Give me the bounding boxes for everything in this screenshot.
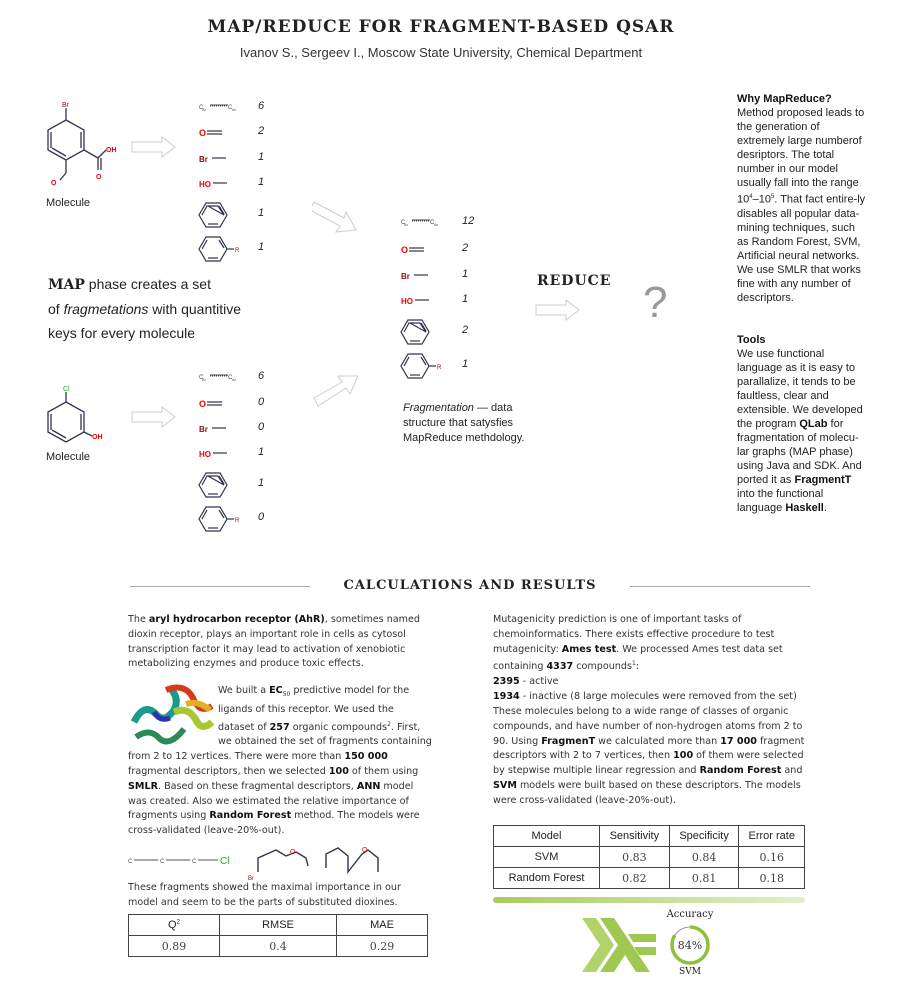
- fragment-o-double-icon: [198, 393, 248, 413]
- table-row: Random Forest 0.82 0.81 0.18: [494, 868, 805, 889]
- authors: Ivanov S., Sergeev I., Moscow State University, Chemical Department: [239, 45, 643, 60]
- fragment-ho-icon: [198, 443, 248, 463]
- fragment-br-icon: [198, 418, 248, 438]
- svg-text:Ar: Ar: [404, 222, 408, 227]
- arrow-right-icon: [534, 299, 582, 321]
- poster-title: MAP/REDUCE FOR FRAGMENT-BASED QSAR: [207, 17, 675, 37]
- fragment-ho: [198, 443, 288, 463]
- fragment-count: 6: [258, 370, 265, 382]
- svg-text:O: O: [401, 245, 409, 255]
- fragment-count: 1: [462, 358, 469, 370]
- svg-text:HO: HO: [401, 297, 413, 306]
- fragment-ho-icon: [400, 290, 450, 310]
- svg-text:C: C: [160, 859, 165, 865]
- fragment-br: [198, 148, 288, 168]
- fragment-benzene: [400, 318, 490, 338]
- svg-text:Br: Br: [199, 425, 208, 434]
- svg-text:C: C: [192, 859, 197, 865]
- fragment-benzene-r-icon: [400, 352, 460, 382]
- important-fragments-image: [126, 846, 416, 886]
- molecule-1-structure: [38, 95, 128, 195]
- fragment-benzene-r-icon: [198, 505, 258, 535]
- svg-text:C: C: [228, 105, 233, 111]
- reduce-label: REDUCE: [537, 273, 612, 289]
- fragment-car-car: [198, 367, 288, 387]
- svg-text:OH: OH: [106, 147, 117, 154]
- svg-text:Ar: Ar: [202, 377, 206, 382]
- svg-text:O: O: [51, 180, 57, 187]
- fragment-count: 1: [462, 293, 469, 305]
- fragment-benzene-icon: [198, 201, 248, 231]
- svg-text:Br: Br: [401, 272, 410, 281]
- fragment-car-car-icon: [198, 367, 248, 387]
- fragment-benzene-r-icon: [198, 235, 258, 265]
- section-header: [130, 578, 810, 596]
- arrow-right-icon: [130, 406, 178, 428]
- svg-text:C: C: [430, 220, 435, 226]
- fragment-count: 2: [258, 125, 265, 137]
- svg-text:Ar: Ar: [232, 107, 236, 112]
- fragment-o-double: [198, 393, 288, 413]
- svg-text:Cl: Cl: [63, 386, 70, 393]
- sidebar-text: [737, 92, 867, 543]
- accuracy-label: Accuracy: [666, 909, 714, 920]
- fragment-count: 1: [258, 207, 265, 219]
- molecule-1-label: Molecule: [46, 197, 91, 209]
- svg-text:O: O: [96, 174, 102, 181]
- fragment-benzene-r: [400, 352, 490, 372]
- svg-text:O: O: [199, 399, 207, 409]
- ahr-intro: The aryl hydrocarbon receptor (AhR), sometimes named dioxin receptor, plays an important role in cells as cytosol transcription factor it may lead to activation of xenobiotic metabolizing enzymes and produce toxic effects.: [128, 614, 420, 670]
- fragment-count: 1: [258, 151, 265, 163]
- fragment-o-double-icon: [400, 239, 450, 259]
- table-row: SVM 0.83 0.84 0.16: [494, 847, 805, 868]
- fragment-count: 0: [258, 511, 265, 523]
- fragment-benzene-icon: [400, 318, 450, 348]
- svg-text:C: C: [128, 859, 133, 865]
- fragment-ho: [198, 173, 288, 193]
- molecule-2-structure: [38, 380, 118, 450]
- fragment-count: 1: [462, 268, 469, 280]
- fragment-ho: [400, 290, 490, 310]
- tools: Tools We use functional language as it is easy to parallalize, it tends to be faultless, clear and extensible. We developed the program QLab for fragmentation of molecu-lar graphs (MAP phase) using Java and SDK. And ported it as FragmentT into the functional language Haskell.: [737, 333, 863, 514]
- ahr-model-description: We built a $EC_{50}$ predictive model for the ligands of this receptor. We used the dataset of 257 organic compounds$^2$. First, we obtained the set of fragments containing from 2 to 12 vertices. There were more than 150 000 fragmental descriptors, then we selected 100 of them using SMLR. Based on these fragmental descriptors, ANN model was created. Also we estimated the relative importance of fragments using Random Forest method. The models were cross-validated (leave-20%-out).: [128, 685, 432, 837]
- fragment-count: 0: [258, 421, 265, 433]
- svg-text:OH: OH: [92, 434, 103, 441]
- ames-results-table: Model Sensitivity Specificity Error rate SVM 0.83 0.84 0.16 Random Forest 0.82 0.81 0.18: [493, 825, 805, 889]
- fragments-caption: These fragments showed the maximal importance in our model and seem to be the parts of substituted dioxines.: [128, 882, 401, 908]
- svg-text:R: R: [235, 248, 240, 254]
- why-mapreduce: Why MapReduce? Method proposed leads to the generation of extremely large numberof desriptors. The total number in our model usually fall into the range $10^4-10^5$. That fact entire-ly disables all popular data-mining techniques, such as Random Forest, SVM, Artificial neural networks. We use SMLR that works fine with any number of descriptors.: [737, 93, 866, 304]
- fragment-br-icon: [198, 148, 248, 168]
- accuracy-value: 84%: [677, 939, 703, 952]
- fragmentation-caption: Fragmentation — data structure that satysfies MapReduce methdology.: [403, 402, 525, 444]
- fragment-count: 12: [462, 215, 475, 227]
- fragment-count: 2: [462, 242, 469, 254]
- fragment-benzene: [198, 201, 288, 221]
- svg-text:C: C: [199, 375, 204, 381]
- fragment-car-car: [198, 97, 288, 117]
- fragment-ho-icon: [198, 173, 248, 193]
- fragment-br-icon: [400, 265, 450, 285]
- fragment-count: 6: [258, 100, 265, 112]
- fragment-br: [198, 418, 288, 438]
- fragment-br: [400, 265, 490, 285]
- svg-text:HO: HO: [199, 180, 211, 189]
- svg-text:HO: HO: [199, 450, 211, 459]
- header-q2: $Q^2$: [129, 915, 220, 936]
- fragment-car-car-icon: [198, 97, 248, 117]
- fragment-count: 0: [258, 396, 265, 408]
- svg-text:Br: Br: [62, 102, 69, 109]
- accuracy-model: SVM: [679, 967, 701, 977]
- fragment-benzene-icon: [198, 471, 248, 501]
- fragment-benzene-r: [198, 505, 288, 525]
- fragment-count: 1: [258, 477, 265, 489]
- svg-text:Br: Br: [199, 155, 208, 164]
- fragment-o-double-icon: [198, 122, 248, 142]
- fragment-car-car-icon: [400, 212, 450, 232]
- fragment-o-double: [198, 122, 288, 142]
- haskell-logo-icon: [582, 918, 658, 972]
- fragment-count: 1: [258, 176, 265, 188]
- arrow-right-icon: [130, 136, 178, 158]
- question-mark: ?: [643, 278, 668, 327]
- mutagenicity-text: Mutagenicity prediction is one of important tasks of chemoinformatics. There exists effective procedure to test mutagenicity: Ames test. We processed Ames test data set containing 4337 compounds$^1$: 2395 - active 1934 - inactive (8 large molecules were removed from the set) These molecules belong to a wide range of classes of organic compounds, and have number of non-hydrogen atoms from 2 to 90. Using FragmenT we calculated more than 17 000 fragment descriptors with 2 to 7 vertices, then 100 of them were selected by stepwise multiple linear regression and Random Forest and SVM models were built based on these descriptors. The models were cross-validated (leave-20%-out).: [493, 614, 805, 806]
- map-phase-description: MAP phase creates a set of fragmetations with quantitive keys for every molecule: [48, 276, 242, 341]
- svg-text:Br: Br: [248, 876, 254, 882]
- svg-text:C: C: [401, 220, 406, 226]
- svg-text:C: C: [228, 375, 233, 381]
- svg-text:Cl: Cl: [220, 856, 230, 867]
- arrow-diagonal-down-icon: [312, 196, 362, 236]
- svg-text:C: C: [199, 105, 204, 111]
- fragment-o-double: [400, 239, 490, 259]
- svg-text:R: R: [437, 365, 442, 371]
- svg-text:Ar: Ar: [202, 107, 206, 112]
- fragment-benzene: [198, 471, 288, 491]
- svg-text:Ar: Ar: [434, 222, 438, 227]
- arrow-diagonal-up-icon: [312, 368, 362, 408]
- svg-text:O: O: [362, 847, 368, 854]
- fragment-car-car: [400, 212, 490, 232]
- fragment-count: 1: [258, 241, 265, 253]
- molecule-2-label: Molecule: [46, 451, 91, 463]
- accuracy-gauge: [669, 924, 711, 966]
- svg-text:O: O: [199, 128, 207, 138]
- fragment-count: 1: [258, 446, 265, 458]
- fragment-count: 2: [462, 324, 469, 336]
- ahr-metrics-table: $Q^2$ RMSE MAE 0.89 0.4 0.29: [128, 914, 428, 957]
- svg-text:R: R: [235, 518, 240, 524]
- section-title: CALCULATIONS AND RESULTS: [343, 578, 597, 593]
- svg-text:O: O: [290, 849, 296, 856]
- divider-bar: [493, 897, 805, 903]
- fragment-benzene-r: [198, 235, 288, 255]
- svg-text:Ar: Ar: [232, 377, 236, 382]
